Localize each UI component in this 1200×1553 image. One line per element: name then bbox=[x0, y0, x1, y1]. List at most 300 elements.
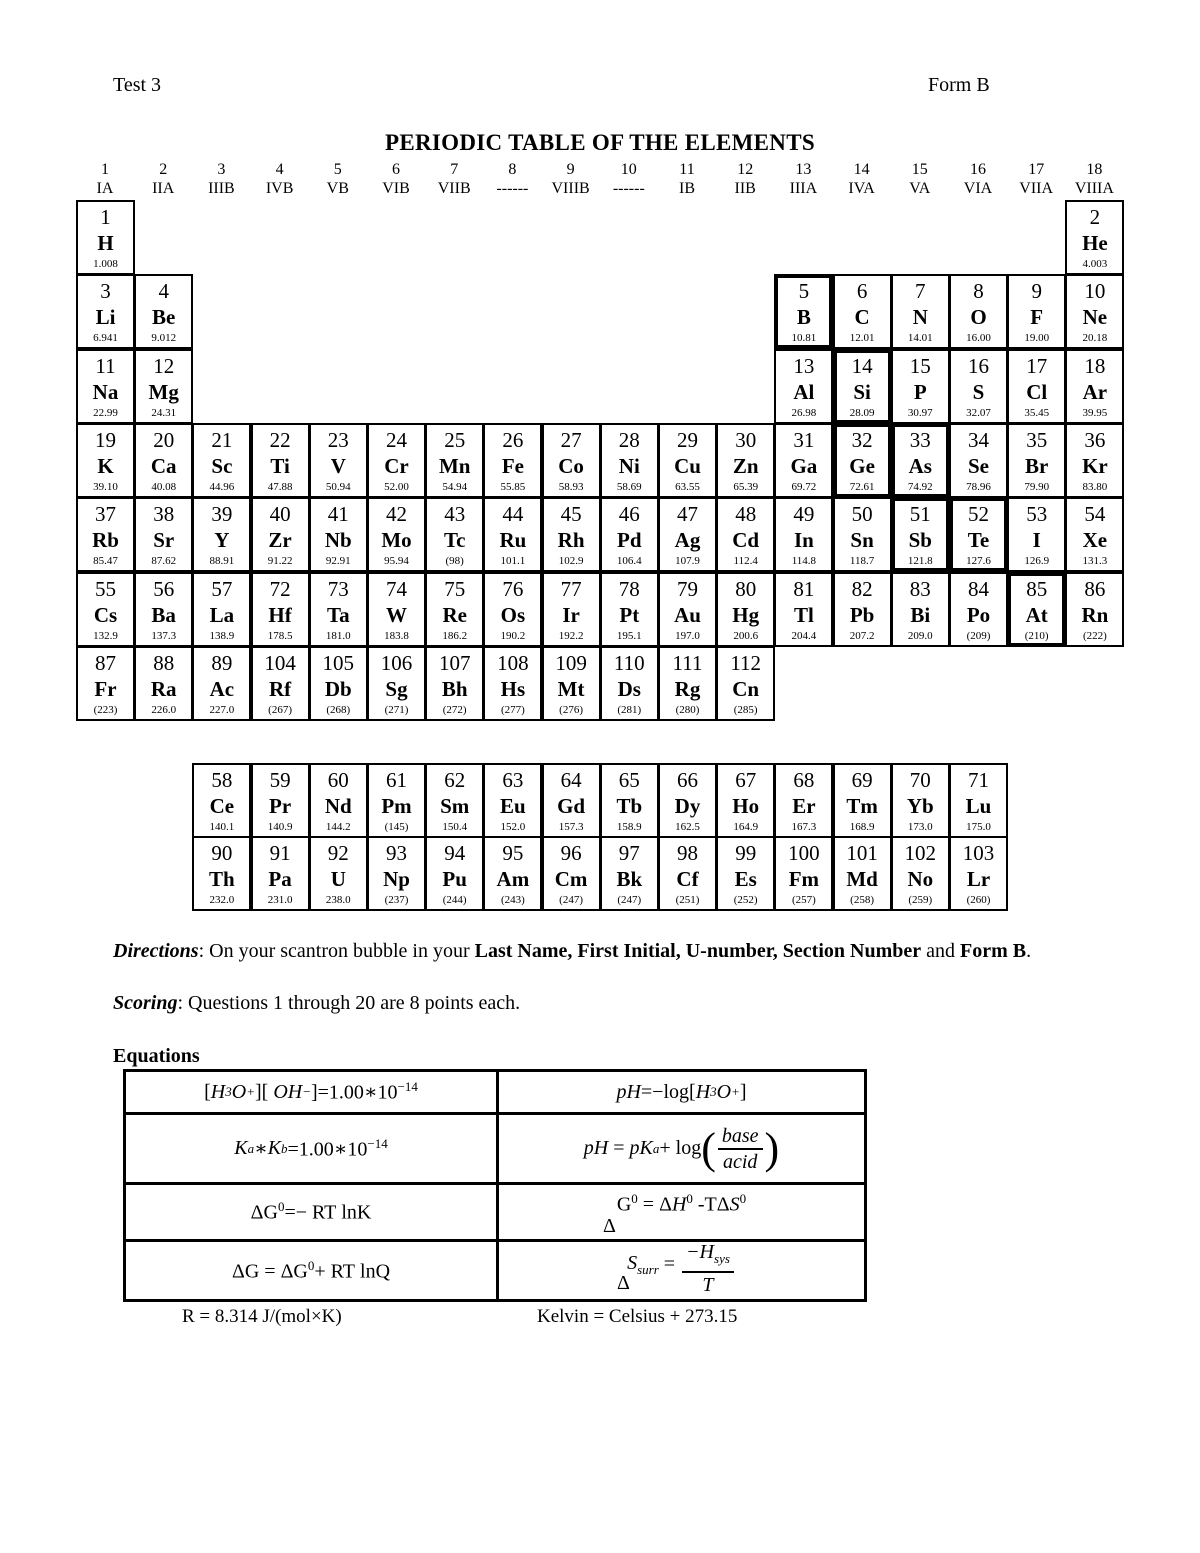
atomic-number: 24 bbox=[386, 427, 407, 452]
element-symbol: Mt bbox=[557, 676, 585, 701]
atomic-number: 16 bbox=[968, 353, 989, 378]
atomic-mass: (98) bbox=[445, 555, 464, 568]
element-cell bbox=[367, 763, 426, 838]
element-cell bbox=[891, 274, 950, 349]
element-cell bbox=[134, 423, 193, 498]
atomic-mass: 195.1 bbox=[616, 629, 642, 642]
group-number: 12 bbox=[737, 161, 754, 178]
element-cell bbox=[774, 423, 833, 498]
group-roman: VIIIB bbox=[551, 180, 590, 197]
atomic-number: 66 bbox=[677, 768, 698, 792]
element-cell bbox=[716, 572, 775, 647]
element-cell bbox=[1007, 497, 1066, 572]
atomic-number: 71 bbox=[968, 768, 989, 792]
atomic-number: 95 bbox=[502, 841, 524, 865]
atomic-mass: 74.92 bbox=[907, 480, 933, 493]
atomic-mass: 83.80 bbox=[1082, 480, 1108, 493]
group-roman: IIIB bbox=[208, 180, 235, 197]
directions-label: Directions bbox=[113, 940, 199, 962]
element-symbol: Np bbox=[383, 867, 410, 891]
element-symbol: Pu bbox=[442, 867, 467, 891]
atomic-number: 64 bbox=[560, 768, 582, 792]
element-cell bbox=[76, 497, 135, 572]
element-cell bbox=[774, 763, 833, 838]
atomic-number: 28 bbox=[618, 427, 640, 452]
group-roman: IIA bbox=[152, 180, 175, 197]
atomic-number: 45 bbox=[560, 502, 582, 527]
element-symbol: V bbox=[330, 453, 346, 478]
atomic-number: 87 bbox=[95, 650, 116, 675]
element-cell bbox=[1065, 497, 1124, 572]
group-header bbox=[425, 160, 483, 198]
atomic-mass: 39.95 bbox=[1082, 406, 1108, 419]
group-header bbox=[833, 160, 891, 198]
element-cell bbox=[600, 646, 659, 721]
element-cell bbox=[542, 646, 601, 721]
atomic-mass: 10.81 bbox=[791, 332, 817, 345]
element-cell bbox=[425, 497, 484, 572]
atomic-mass: 114.8 bbox=[791, 555, 817, 568]
element-cell bbox=[1007, 423, 1066, 498]
element-cell bbox=[483, 763, 542, 838]
group-roman: VA bbox=[909, 180, 931, 197]
element-symbol: Li bbox=[95, 305, 116, 330]
atomic-mass: 107.9 bbox=[675, 555, 700, 568]
element-cell bbox=[542, 423, 601, 498]
group-header bbox=[367, 160, 425, 198]
element-symbol: Cn bbox=[732, 676, 760, 701]
atomic-number: 35 bbox=[1026, 427, 1048, 452]
element-cell bbox=[76, 646, 135, 721]
atomic-number: 20 bbox=[153, 427, 175, 452]
atomic-number: 2 bbox=[1089, 205, 1101, 229]
element-cell bbox=[76, 423, 135, 498]
element-symbol: Hg bbox=[732, 602, 760, 627]
element-cell bbox=[367, 646, 426, 721]
atomic-mass: 209.0 bbox=[907, 629, 933, 642]
element-symbol: Bk bbox=[616, 867, 643, 891]
element-cell bbox=[774, 349, 833, 424]
element-cell bbox=[949, 274, 1008, 349]
element-symbol: N bbox=[912, 305, 928, 330]
atomic-mass: (209) bbox=[966, 629, 991, 642]
atomic-number: 6 bbox=[856, 279, 868, 304]
directions-bold-fields: Last Name, First Initial, U-number, Section Number bbox=[474, 940, 922, 962]
group-number: 6 bbox=[392, 161, 400, 178]
directions-part-2: and bbox=[921, 940, 960, 962]
directions-part-1: : On your scantron bubble in your bbox=[198, 940, 475, 962]
element-symbol: Eu bbox=[500, 794, 526, 818]
atomic-number: 57 bbox=[211, 576, 233, 601]
element-symbol: Zr bbox=[268, 528, 292, 553]
atomic-number: 30 bbox=[735, 427, 757, 452]
atomic-mass: 192.2 bbox=[558, 629, 584, 642]
element-symbol: Kr bbox=[1082, 453, 1108, 478]
element-cell bbox=[76, 572, 135, 647]
element-cell bbox=[600, 763, 659, 838]
element-symbol: Rh bbox=[557, 528, 585, 553]
atomic-number: 7 bbox=[915, 279, 926, 304]
atomic-number: 5 bbox=[798, 279, 810, 304]
group-number: 5 bbox=[333, 161, 342, 178]
element-symbol: Pb bbox=[849, 602, 875, 627]
atomic-mass: 126.9 bbox=[1024, 555, 1050, 568]
element-cell bbox=[251, 763, 310, 838]
element-symbol: F bbox=[1030, 305, 1044, 330]
element-symbol: Cd bbox=[732, 528, 760, 553]
element-cell bbox=[949, 349, 1008, 424]
atomic-mass: 200.6 bbox=[733, 629, 759, 642]
atomic-number: 75 bbox=[444, 576, 466, 601]
atomic-number: 70 bbox=[909, 768, 931, 792]
atomic-mass: 186.2 bbox=[442, 629, 468, 642]
atomic-mass: 50.94 bbox=[325, 480, 351, 493]
group-header bbox=[76, 160, 134, 198]
atomic-mass: (223) bbox=[93, 703, 118, 716]
element-symbol: Rf bbox=[269, 676, 292, 701]
atomic-number: 4 bbox=[158, 279, 169, 304]
atomic-mass: (257) bbox=[791, 894, 816, 906]
element-cell bbox=[483, 572, 542, 647]
element-cell bbox=[891, 423, 950, 498]
element-symbol: Bi bbox=[910, 602, 931, 627]
element-symbol: Md bbox=[846, 867, 878, 891]
element-cell bbox=[251, 423, 310, 498]
element-symbol: Fm bbox=[788, 867, 820, 891]
group-header bbox=[1007, 160, 1065, 198]
element-cell bbox=[367, 497, 426, 572]
atomic-mass: 47.88 bbox=[267, 480, 293, 493]
element-cell bbox=[658, 763, 717, 838]
element-cell bbox=[309, 763, 368, 838]
element-symbol: La bbox=[209, 602, 235, 627]
atomic-number: 79 bbox=[677, 576, 698, 601]
atomic-mass: (280) bbox=[675, 703, 700, 716]
group-roman: VIIA bbox=[1019, 180, 1054, 197]
atomic-mass: 69.72 bbox=[791, 480, 817, 493]
atomic-number: 41 bbox=[327, 502, 349, 527]
element-cell bbox=[833, 423, 892, 498]
atomic-number: 106 bbox=[380, 650, 413, 675]
atomic-number: 23 bbox=[327, 427, 349, 452]
element-cell bbox=[192, 763, 251, 838]
element-symbol: Mo bbox=[381, 528, 412, 553]
element-cell bbox=[600, 572, 659, 647]
atomic-mass: 78.96 bbox=[966, 480, 991, 493]
element-cell bbox=[483, 646, 542, 721]
element-symbol: P bbox=[913, 379, 927, 404]
element-cell bbox=[716, 423, 775, 498]
atomic-mass: (244) bbox=[442, 894, 467, 906]
element-symbol: Te bbox=[967, 528, 990, 553]
atomic-number: 58 bbox=[211, 768, 233, 792]
atomic-mass: 238.0 bbox=[325, 894, 351, 906]
atomic-number: 94 bbox=[444, 841, 466, 865]
atomic-number: 103 bbox=[962, 841, 995, 865]
element-cell bbox=[1007, 572, 1066, 647]
atomic-number: 47 bbox=[677, 502, 698, 527]
atomic-number: 11 bbox=[95, 353, 116, 378]
element-cell bbox=[949, 836, 1008, 911]
element-symbol: As bbox=[908, 453, 932, 478]
atomic-mass: 52.00 bbox=[384, 480, 409, 493]
element-symbol: Sn bbox=[850, 528, 874, 553]
atomic-number: 69 bbox=[851, 768, 873, 792]
atomic-number: 61 bbox=[386, 768, 407, 792]
element-cell bbox=[309, 836, 368, 911]
atomic-mass: (260) bbox=[966, 894, 991, 906]
atomic-number: 32 bbox=[851, 427, 873, 452]
atomic-mass: 28.09 bbox=[849, 406, 875, 419]
element-symbol: Al bbox=[793, 379, 815, 404]
element-symbol: Nd bbox=[324, 794, 352, 818]
element-cell bbox=[251, 497, 310, 572]
atomic-number: 14 bbox=[851, 353, 873, 378]
element-symbol: Y bbox=[214, 528, 230, 553]
element-cell bbox=[192, 646, 251, 721]
group-number: 13 bbox=[795, 161, 812, 178]
atomic-number: 104 bbox=[264, 650, 296, 675]
equation-kw: [ H 3 O + ][ OH − ]$=1.00∗10^{-14}$ bbox=[204, 1079, 418, 1104]
element-cell bbox=[483, 836, 542, 911]
element-symbol: Er bbox=[792, 794, 816, 818]
atomic-number: 15 bbox=[909, 353, 931, 378]
atomic-number: 111 bbox=[672, 650, 703, 675]
element-symbol: Br bbox=[1025, 453, 1049, 478]
atomic-number: 65 bbox=[618, 768, 640, 792]
element-symbol: Lr bbox=[966, 867, 991, 891]
element-cell bbox=[774, 274, 833, 349]
atomic-mass: 63.55 bbox=[675, 480, 700, 493]
atomic-number: 96 bbox=[560, 841, 582, 865]
atomic-mass: 164.9 bbox=[733, 821, 759, 833]
atomic-number: 62 bbox=[444, 768, 466, 792]
element-symbol: Cs bbox=[93, 602, 118, 627]
element-cell bbox=[658, 423, 717, 498]
element-cell bbox=[949, 763, 1008, 838]
element-symbol: Po bbox=[966, 602, 991, 627]
atomic-number: 76 bbox=[502, 576, 524, 601]
atomic-number: 102 bbox=[904, 841, 937, 865]
atomic-mass: (222) bbox=[1082, 629, 1107, 642]
atomic-mass: (272) bbox=[442, 703, 467, 716]
element-symbol: Cr bbox=[384, 453, 409, 478]
element-cell bbox=[600, 836, 659, 911]
element-symbol: Os bbox=[500, 602, 526, 627]
element-symbol: Ni bbox=[618, 453, 640, 478]
atomic-mass: (243) bbox=[500, 894, 525, 906]
atomic-mass: 106.4 bbox=[616, 555, 642, 568]
atomic-mass: 168.9 bbox=[849, 821, 875, 833]
element-symbol: Dy bbox=[674, 794, 701, 818]
element-symbol: Rg bbox=[674, 676, 701, 701]
atomic-number: 85 bbox=[1026, 576, 1048, 601]
element-symbol: Sg bbox=[385, 676, 408, 701]
atomic-number: 74 bbox=[386, 576, 407, 601]
atomic-number: 13 bbox=[793, 353, 815, 378]
element-symbol: Cf bbox=[676, 867, 699, 891]
element-symbol: Db bbox=[324, 676, 352, 701]
scoring-label: Scoring bbox=[113, 992, 178, 1014]
group-number: 7 bbox=[450, 161, 459, 178]
atomic-mass: 183.8 bbox=[384, 629, 409, 642]
element-symbol: Ne bbox=[1082, 305, 1108, 330]
element-cell bbox=[1065, 274, 1124, 349]
group-number: 18 bbox=[1086, 161, 1103, 178]
group-roman: VB bbox=[326, 180, 349, 197]
atomic-number: 89 bbox=[211, 650, 233, 675]
kelvin-conversion: Kelvin = Celsius + 273.15 bbox=[537, 1306, 738, 1327]
element-symbol: Sb bbox=[908, 528, 932, 553]
element-symbol: Ra bbox=[150, 676, 177, 701]
element-cell bbox=[425, 423, 484, 498]
atomic-mass: 58.93 bbox=[558, 480, 584, 493]
element-symbol: Ba bbox=[151, 602, 176, 627]
atomic-number: 51 bbox=[909, 502, 931, 527]
scoring-text bbox=[113, 992, 520, 1015]
element-symbol: Be bbox=[152, 305, 176, 330]
element-cell bbox=[309, 572, 368, 647]
element-cell bbox=[891, 497, 950, 572]
atomic-number: 100 bbox=[788, 841, 820, 865]
atomic-mass: 144.2 bbox=[325, 821, 351, 833]
element-symbol: S bbox=[972, 379, 985, 404]
atomic-number: 9 bbox=[1031, 279, 1042, 304]
atomic-mass: (145) bbox=[384, 821, 409, 833]
element-symbol: Hs bbox=[500, 676, 526, 701]
atomic-number: 54 bbox=[1084, 502, 1106, 527]
atomic-mass: 19.00 bbox=[1024, 332, 1050, 345]
group-number: 9 bbox=[566, 161, 575, 178]
atomic-number: 27 bbox=[560, 427, 582, 452]
atomic-number: 77 bbox=[560, 576, 582, 601]
element-symbol: Tm bbox=[846, 794, 878, 818]
element-symbol: Mg bbox=[148, 379, 179, 404]
atomic-mass: 132.9 bbox=[93, 629, 118, 642]
element-cell bbox=[425, 646, 484, 721]
atomic-number: 44 bbox=[502, 502, 524, 527]
atomic-number: 107 bbox=[438, 650, 471, 675]
atomic-mass: (247) bbox=[617, 894, 642, 906]
atomic-mass: (237) bbox=[384, 894, 409, 906]
atomic-number: 109 bbox=[555, 650, 587, 675]
element-cell bbox=[134, 646, 193, 721]
atomic-number: 105 bbox=[322, 650, 355, 675]
atomic-mass: 102.9 bbox=[558, 555, 584, 568]
element-cell bbox=[1065, 200, 1124, 275]
atomic-mass: 175.0 bbox=[966, 821, 991, 833]
atomic-number: 84 bbox=[968, 576, 989, 601]
element-cell bbox=[949, 572, 1008, 647]
group-header bbox=[1065, 160, 1123, 198]
element-symbol: Se bbox=[968, 453, 989, 478]
group-number: 11 bbox=[679, 161, 695, 178]
atomic-number: 39 bbox=[211, 502, 233, 527]
element-symbol: Hf bbox=[268, 602, 292, 627]
atomic-mass: 40.08 bbox=[151, 480, 177, 493]
atomic-number: 36 bbox=[1084, 427, 1106, 452]
element-cell bbox=[833, 274, 892, 349]
element-symbol: Tb bbox=[616, 794, 643, 818]
element-symbol: Th bbox=[209, 867, 235, 891]
group-header bbox=[891, 160, 949, 198]
atomic-mass: 87.62 bbox=[151, 555, 177, 568]
equations-table bbox=[123, 1069, 867, 1302]
group-roman: IB bbox=[679, 180, 695, 197]
atomic-mass: 24.31 bbox=[151, 406, 177, 419]
group-number: 4 bbox=[275, 161, 284, 178]
element-symbol: Fe bbox=[501, 453, 524, 478]
element-symbol: Tc bbox=[443, 528, 466, 553]
atomic-mass: 152.0 bbox=[500, 821, 526, 833]
atomic-number: 8 bbox=[973, 279, 984, 304]
equation-gibbs-enthalpy: $G^0 = \Delta H^0$ -TΔS$^0$ Δ bbox=[603, 1191, 747, 1237]
element-cell bbox=[658, 646, 717, 721]
atomic-number: 98 bbox=[677, 841, 698, 865]
atomic-mass: 32.07 bbox=[966, 406, 991, 419]
atomic-number: 92 bbox=[327, 841, 349, 865]
group-number: 10 bbox=[620, 161, 637, 178]
element-symbol: Ge bbox=[849, 453, 875, 478]
atomic-mass: 72.61 bbox=[849, 480, 875, 493]
atomic-number: 72 bbox=[269, 576, 291, 601]
atomic-number: 55 bbox=[95, 576, 116, 601]
atomic-mass: 91.22 bbox=[267, 555, 293, 568]
atomic-number: 91 bbox=[269, 841, 291, 865]
atomic-mass: 39.10 bbox=[93, 480, 118, 493]
element-symbol: Ga bbox=[790, 453, 818, 478]
element-symbol: Lu bbox=[965, 794, 992, 818]
element-cell bbox=[891, 763, 950, 838]
atomic-mass: 9.012 bbox=[151, 332, 177, 345]
group-roman: VIB bbox=[382, 180, 410, 197]
element-symbol: Pr bbox=[269, 794, 292, 818]
group-header bbox=[716, 160, 774, 198]
element-symbol: O bbox=[970, 305, 987, 330]
atomic-number: 101 bbox=[846, 841, 878, 865]
atomic-mass: (267) bbox=[268, 703, 292, 716]
atomic-mass: 26.98 bbox=[791, 406, 817, 419]
element-symbol: Pt bbox=[619, 602, 640, 627]
element-symbol: Ce bbox=[209, 794, 235, 818]
element-cell bbox=[600, 497, 659, 572]
atomic-number: 112 bbox=[730, 650, 762, 675]
atomic-mass: 127.6 bbox=[966, 555, 991, 568]
element-symbol: Cu bbox=[674, 453, 701, 478]
atomic-mass: (251) bbox=[675, 894, 700, 906]
element-cell bbox=[716, 646, 775, 721]
group-number: 3 bbox=[217, 161, 226, 178]
atomic-number: 73 bbox=[327, 576, 349, 601]
atomic-mass: 232.0 bbox=[209, 894, 235, 906]
atomic-mass: (252) bbox=[733, 894, 758, 906]
element-symbol: Sc bbox=[211, 453, 233, 478]
atomic-number: 110 bbox=[613, 650, 645, 675]
group-header bbox=[134, 160, 192, 198]
element-symbol: In bbox=[793, 528, 814, 553]
element-cell bbox=[542, 836, 601, 911]
atomic-number: 12 bbox=[153, 353, 175, 378]
element-symbol: Co bbox=[558, 453, 584, 478]
element-cell bbox=[658, 497, 717, 572]
element-cell bbox=[309, 497, 368, 572]
element-symbol: At bbox=[1025, 602, 1048, 627]
atomic-mass: (277) bbox=[500, 703, 525, 716]
atomic-number: 40 bbox=[269, 502, 291, 527]
element-cell bbox=[251, 572, 310, 647]
element-symbol: Xe bbox=[1082, 528, 1108, 553]
atomic-number: 18 bbox=[1084, 353, 1106, 378]
